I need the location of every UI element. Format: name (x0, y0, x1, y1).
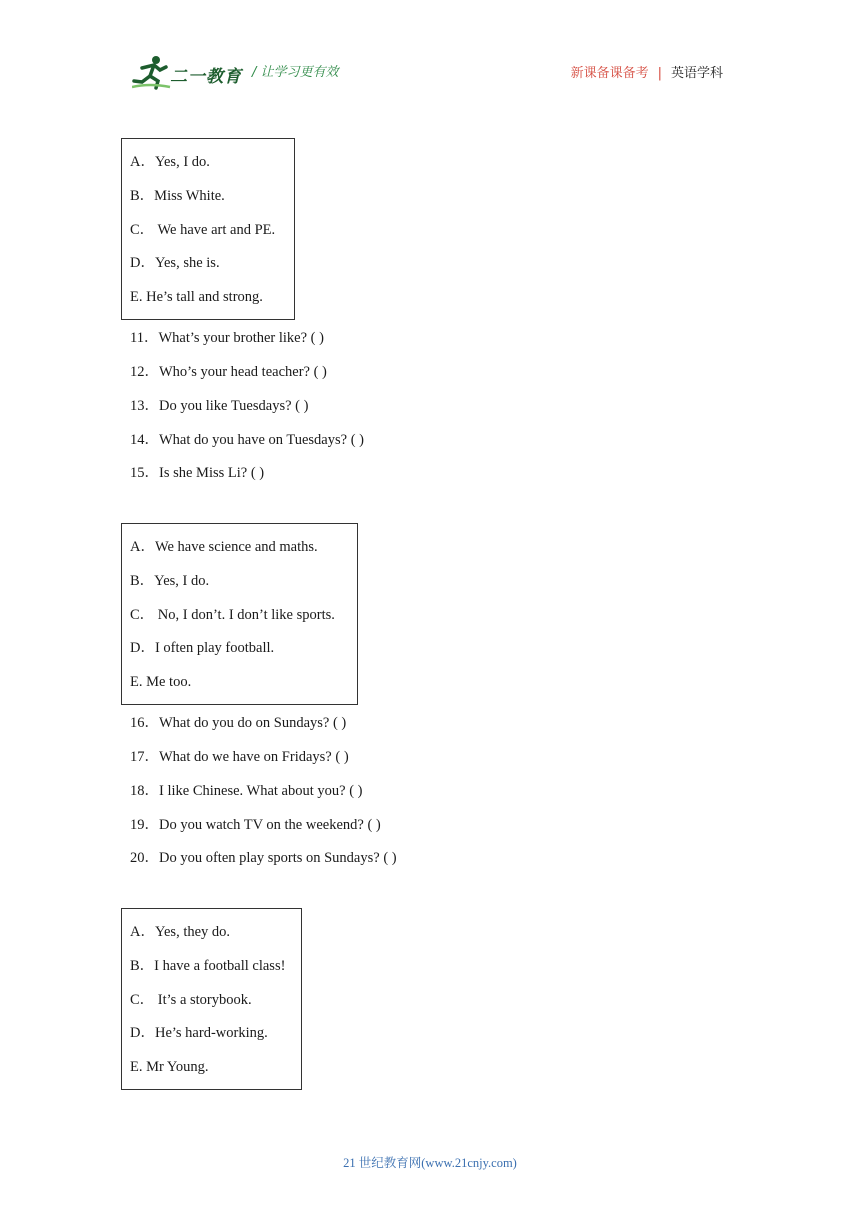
option-e: E. He’s tall and strong. (130, 289, 263, 306)
option-a: A．Yes, I do. (130, 154, 210, 170)
options-box-1 (121, 138, 295, 320)
header-subject-label: 英语学科 (670, 66, 723, 81)
question-19: 19．Do you watch TV on the weekend? ( ) (130, 817, 381, 833)
footer-source: 21 世纪教育网(www.21cnjy.com) (343, 1156, 517, 1170)
option-d: D．He’s hard-working. (130, 1025, 268, 1042)
option-d: D．Yes, she is. (130, 255, 220, 272)
header-separator: | (657, 66, 662, 81)
question-20: 20．Do you often play sports on Sundays? ( ) (130, 850, 397, 866)
question-14: 14．What do you have on Tuesdays? ( ) (130, 432, 364, 448)
runner-logo-icon (132, 54, 172, 90)
option-c: C． It’s a storybook. (130, 991, 252, 1008)
option-a: A．We have science and maths. (130, 539, 318, 555)
logo-text: 二一教育 (170, 67, 242, 87)
page-header (0, 0, 860, 100)
question-11: 11．What’s your brother like? ( ) (130, 330, 324, 346)
question-15: 15．Is she Miss Li? ( ) (130, 465, 265, 481)
option-b: B．Yes, I do. (130, 572, 210, 589)
slogan: / 让学习更有效 (252, 65, 339, 80)
header-subject (571, 62, 723, 81)
option-b: B．I have a football class! (130, 957, 286, 974)
question-12: 12．Who’s your head teacher? ( ) (130, 364, 327, 380)
option-c: C． We have art and PE. (130, 221, 276, 238)
options-box-2 (121, 523, 358, 705)
question-17: 17．What do we have on Fridays? ( ) (130, 749, 349, 765)
option-a: A．Yes, they do. (130, 924, 231, 940)
option-d: D．I often play football. (130, 640, 275, 657)
option-e: E. Mr Young. (130, 1059, 209, 1076)
options-box-3 (121, 908, 302, 1090)
logo (132, 54, 240, 90)
question-16: 16．What do you do on Sundays? ( ) (130, 715, 347, 731)
option-e: E. Me too. (130, 674, 192, 691)
question-13: 13．Do you like Tuesdays? ( ) (130, 398, 309, 414)
option-b: B．Miss White. (130, 187, 225, 204)
header-tagline: 新课备课备考 (570, 66, 649, 81)
option-c: C． No, I don’t. I don’t like sports. (130, 606, 335, 623)
question-18: 18．I like Chinese. What about you? ( ) (130, 783, 363, 799)
